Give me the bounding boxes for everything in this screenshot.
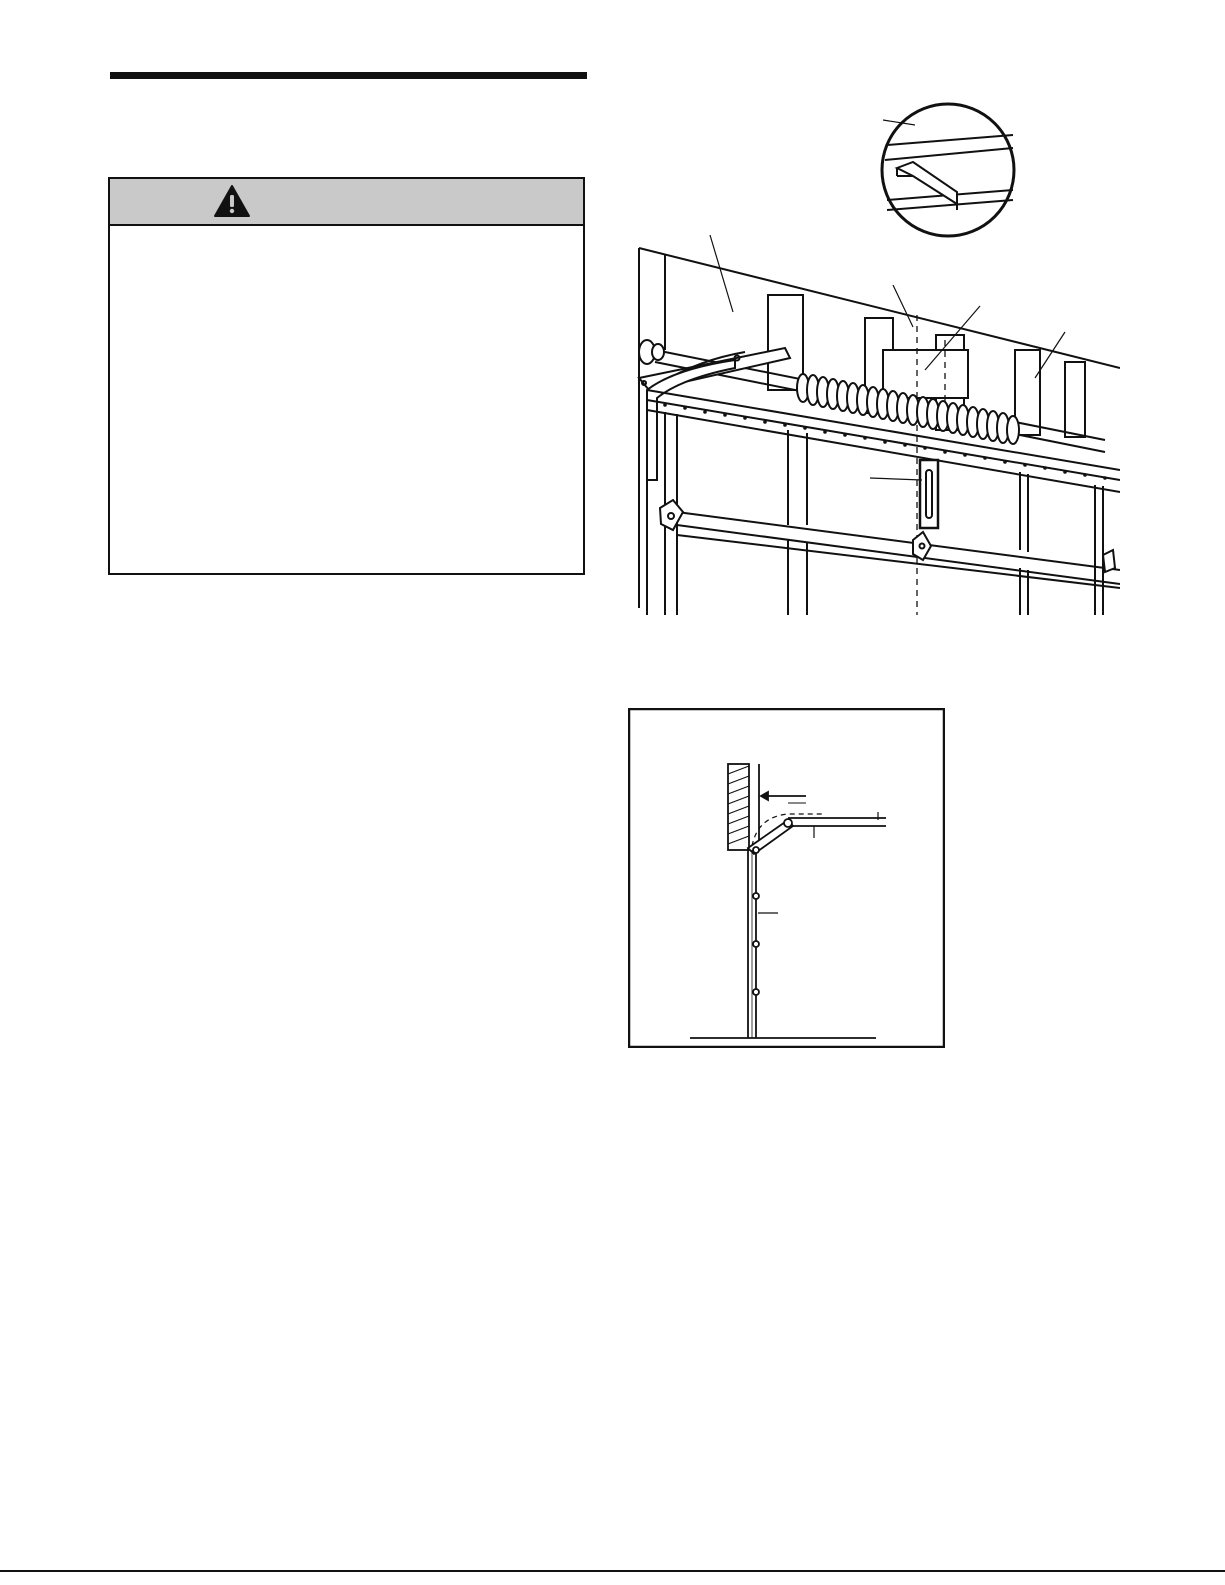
header-detail-inset	[882, 104, 1014, 236]
warning-box	[108, 177, 585, 575]
torsion-spring-door-header-illustration	[625, 100, 1120, 615]
warning-header	[110, 179, 583, 226]
page-bottom-rule	[0, 1570, 1225, 1572]
section-heading-rule	[110, 72, 587, 79]
warning-body	[110, 226, 583, 573]
warning-triangle-icon	[213, 184, 251, 218]
door-track-side-view-illustration	[628, 708, 945, 1048]
figure-frame	[629, 709, 944, 1047]
